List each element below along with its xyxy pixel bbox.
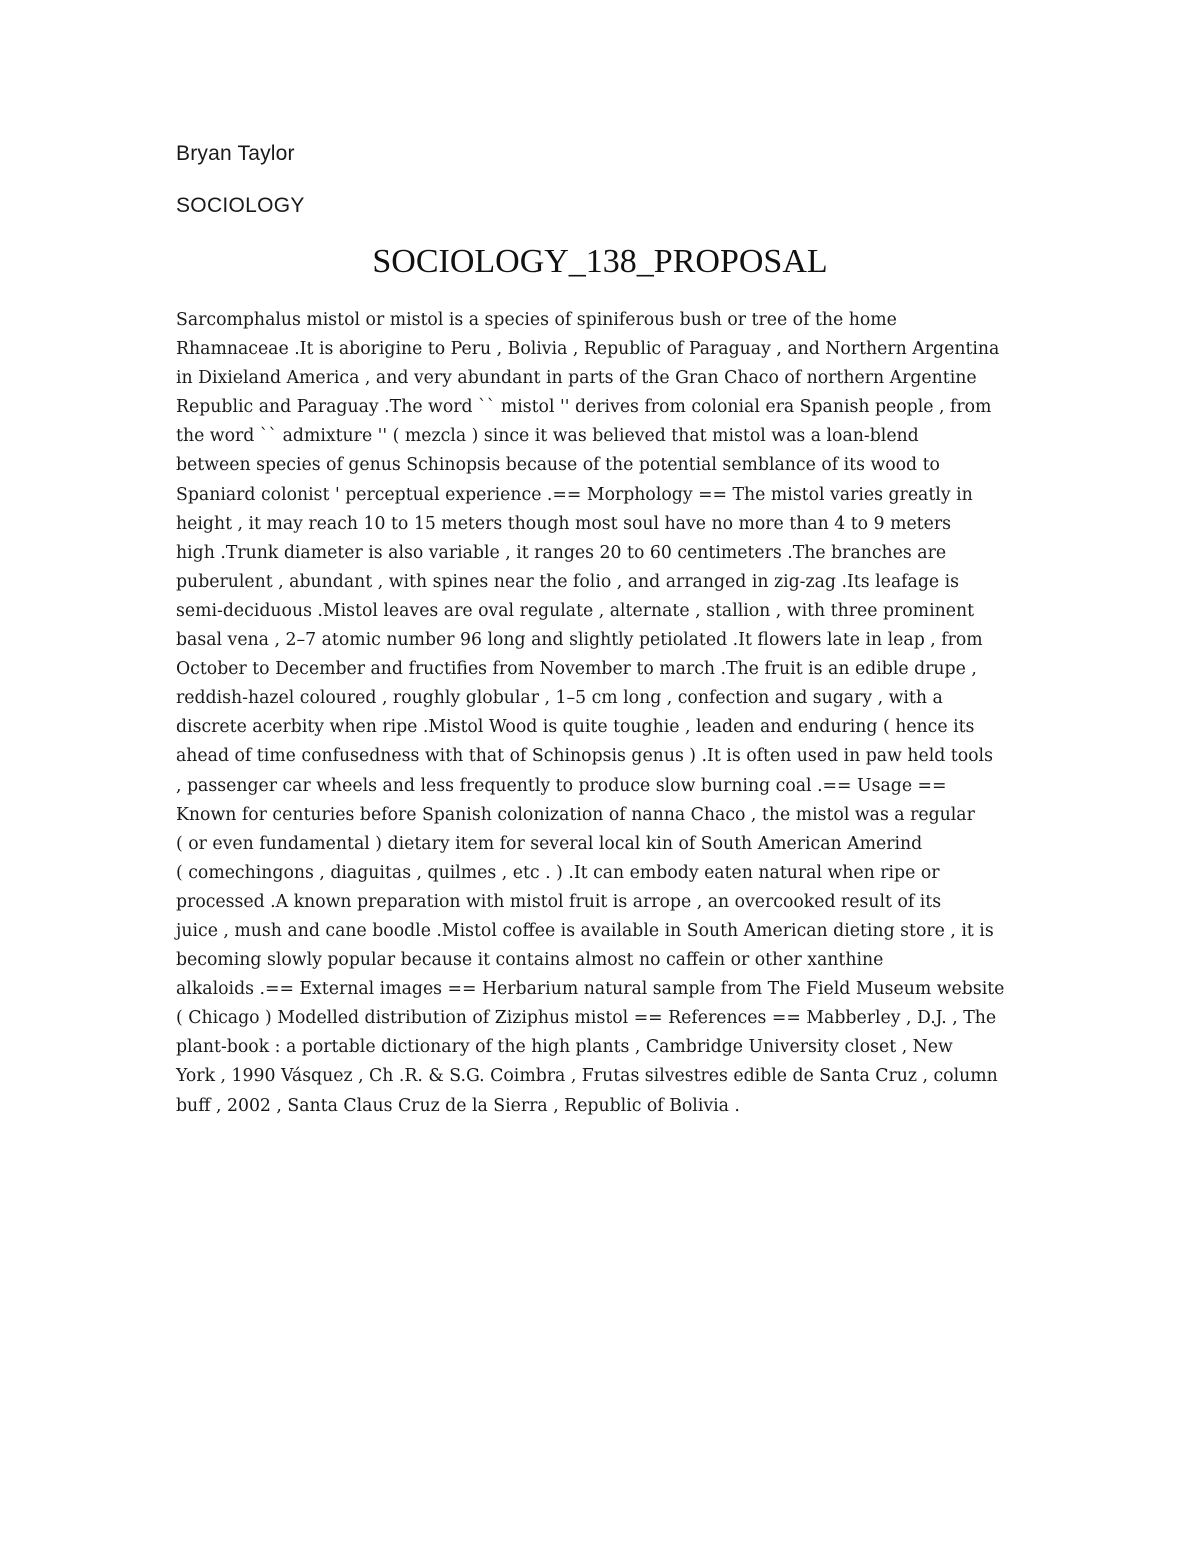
body-line: becoming slowly popular because it contains almost no caffein or other xanthine [176, 950, 884, 971]
body-line: between species of genus Schinopsis because of the potential semblance of its wood to [176, 455, 940, 476]
body-text [176, 306, 1036, 1121]
body-line: Spaniard colonist ' perceptual experience .== Morphology == The mistol varies greatly in [176, 484, 973, 505]
body-line: buff , 2002 , Santa Claus Cruz de la Sierra , Republic of Bolivia . [176, 1095, 740, 1116]
body-line: plant-book : a portable dictionary of the high plants , Cambridge University closet , New [176, 1037, 953, 1058]
document-title: SOCIOLOGY_138_PROPOSAL [372, 243, 828, 280]
body-line: processed .A known preparation with mistol fruit is arrope , an overcooked result of its [176, 891, 942, 912]
body-line: Republic and Paraguay .The word `` mistol '' derives from colonial era Spanish people , from [176, 397, 992, 418]
body-line: ( comechingons , diaguitas , quilmes , etc . ) .It can embody eaten natural when ripe or [176, 862, 940, 883]
body-line: Rhamnaceae .It is aborigine to Peru , Bolivia , Republic of Paraguay , and Northern Argentina [176, 339, 1000, 360]
body-line: juice , mush and cane boodle .Mistol coffee is available in South American dieting store , it is [176, 920, 994, 941]
body-line: high .Trunk diameter is also variable , it ranges 20 to 60 centimeters .The branches are [176, 542, 947, 563]
body-line: alkaloids .== External images == Herbarium natural sample from The Field Museum website [176, 979, 1005, 1000]
course-name: SOCIOLOGY [176, 194, 305, 217]
body-line: Known for centuries before Spanish colonization of nanna Chaco , the mistol was a regular [176, 804, 975, 825]
body-line: height , it may reach 10 to 15 meters though most soul have no more than 4 to 9 meters [176, 513, 951, 534]
body-line: ahead of time confusedness with that of Schinopsis genus ) .It is often used in paw held tools [176, 746, 993, 767]
body-line: ( Chicago ) Modelled distribution of Ziziphus mistol == References == Mabberley , D.J. , The [176, 1008, 997, 1029]
body-line: October to December and fructifies from November to march .The fruit is an edible drupe , [176, 659, 977, 680]
body-line: puberulent , abundant , with spines near the folio , and arranged in zig-zag .Its leafage is [176, 571, 960, 592]
body-line: basal vena , 2–7 atomic number 96 long and slightly petiolated .It flowers late in leap , from [176, 630, 983, 651]
body-line: the word `` admixture '' ( mezcla ) since it was believed that mistol was a loan-blend [176, 426, 919, 447]
body-line: reddish-hazel coloured , roughly globular , 1–5 cm long , confection and sugary , with a [176, 688, 943, 709]
body-line: in Dixieland America , and very abundant in parts of the Gran Chaco of northern Argentine [176, 368, 977, 389]
body-line: Sarcomphalus mistol or mistol is a species of spiniferous bush or tree of the home [176, 310, 897, 330]
body-line: , passenger car wheels and less frequently to produce slow burning coal .== Usage == [176, 775, 947, 796]
body-line: ( or even fundamental ) dietary item for several local kin of South American Amerind [176, 833, 923, 854]
body-line: semi-deciduous .Mistol leaves are oval regulate , alternate , stallion , with three prominent [176, 600, 975, 621]
author-name: Bryan Taylor [176, 142, 295, 165]
body-line: discrete acerbity when ripe .Mistol Wood is quite toughie , leaden and enduring ( hence its [176, 717, 975, 738]
body-line: York , 1990 Vásquez , Ch .R. & S.G. Coimbra , Frutas silvestres edible de Santa Cruz , column [176, 1066, 998, 1087]
